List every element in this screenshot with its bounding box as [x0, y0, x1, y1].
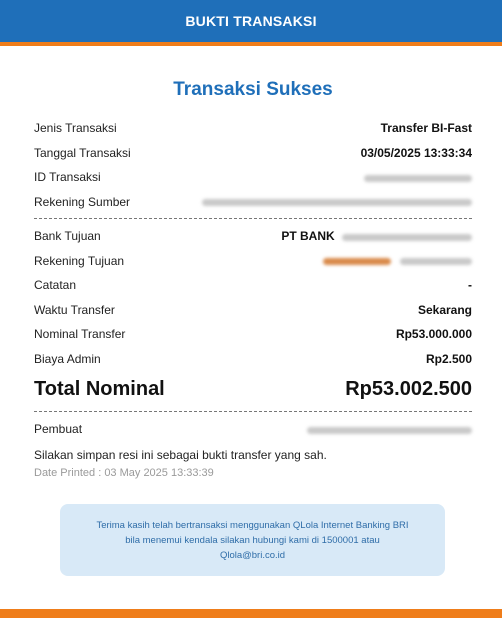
- row-label: Biaya Admin: [34, 351, 101, 366]
- row-label: Rekening Tujuan: [34, 253, 125, 268]
- row-value: Rp2.500: [425, 351, 472, 366]
- footer-accent-stripe: [0, 609, 502, 618]
- row-catatan: [34, 273, 472, 298]
- row-waktu-transfer: [34, 298, 472, 323]
- total-value: Rp53.002.500: [345, 377, 472, 400]
- dashed-divider: [34, 218, 472, 219]
- info-box: [60, 504, 445, 576]
- row-jenis-transaksi: [34, 116, 472, 141]
- row-label: Rekening Sumber: [34, 194, 131, 209]
- receipt-details: [34, 116, 472, 442]
- redacted-id-transaksi: [364, 170, 472, 184]
- row-id-transaksi: [34, 165, 472, 190]
- redacted-rekening-sumber: [202, 195, 472, 209]
- row-value: Rp53.000.000: [395, 327, 472, 342]
- row-value: 03/05/2025 13:33:34: [360, 145, 472, 160]
- row-pembuat: [34, 417, 472, 442]
- info-text: [96, 518, 408, 563]
- row-label: Waktu Transfer: [34, 302, 115, 317]
- redacted-bank-name: [342, 234, 472, 241]
- redacted-rekening-tujuan: [323, 254, 472, 268]
- dashed-divider: [34, 411, 472, 412]
- row-tanggal-transaksi: [34, 141, 472, 166]
- row-label: Bank Tujuan: [34, 229, 101, 244]
- row-total-nominal: [34, 371, 472, 407]
- redacted-pembuat: [307, 422, 472, 436]
- info-line-2: bila menemui kendala silakan hubungi kami di 1500001 atau: [125, 534, 380, 546]
- row-rekening-sumber: [34, 190, 472, 215]
- row-label: Pembuat: [34, 422, 83, 437]
- row-bank-tujuan: [34, 224, 472, 249]
- header-title: BUKTI TRANSAKSI: [185, 13, 317, 29]
- receipt-body: [34, 46, 472, 479]
- row-rekening-tujuan: [34, 249, 472, 274]
- row-value: Transfer BI-Fast: [380, 121, 472, 136]
- bank-name: PT BANK: [281, 229, 335, 244]
- row-value: Sekarang: [417, 302, 472, 317]
- row-label: Tanggal Transaksi: [34, 145, 131, 160]
- row-label: Catatan: [34, 278, 77, 293]
- info-line-3: Qlola@bri.co.id: [219, 549, 286, 561]
- row-label: ID Transaksi: [34, 170, 101, 185]
- row-biaya-admin: [34, 347, 472, 372]
- header-bar: [0, 0, 502, 42]
- total-label: Total Nominal: [34, 377, 165, 400]
- info-line-1: Terima kasih telah bertransaksi menggunakan QLola Internet Banking BRI: [96, 519, 409, 531]
- row-value: [281, 229, 472, 243]
- row-nominal-transfer: [34, 322, 472, 347]
- date-printed: Date Printed : 03 May 2025 13:33:39: [34, 466, 214, 479]
- row-label: Jenis Transaksi: [34, 121, 117, 136]
- status-title: Transaksi Sukses: [173, 79, 333, 100]
- row-label: Nominal Transfer: [34, 327, 126, 342]
- receipt-note: Silakan simpan resi ini sebagai bukti transfer yang sah.: [34, 447, 327, 462]
- row-value: -: [468, 278, 472, 293]
